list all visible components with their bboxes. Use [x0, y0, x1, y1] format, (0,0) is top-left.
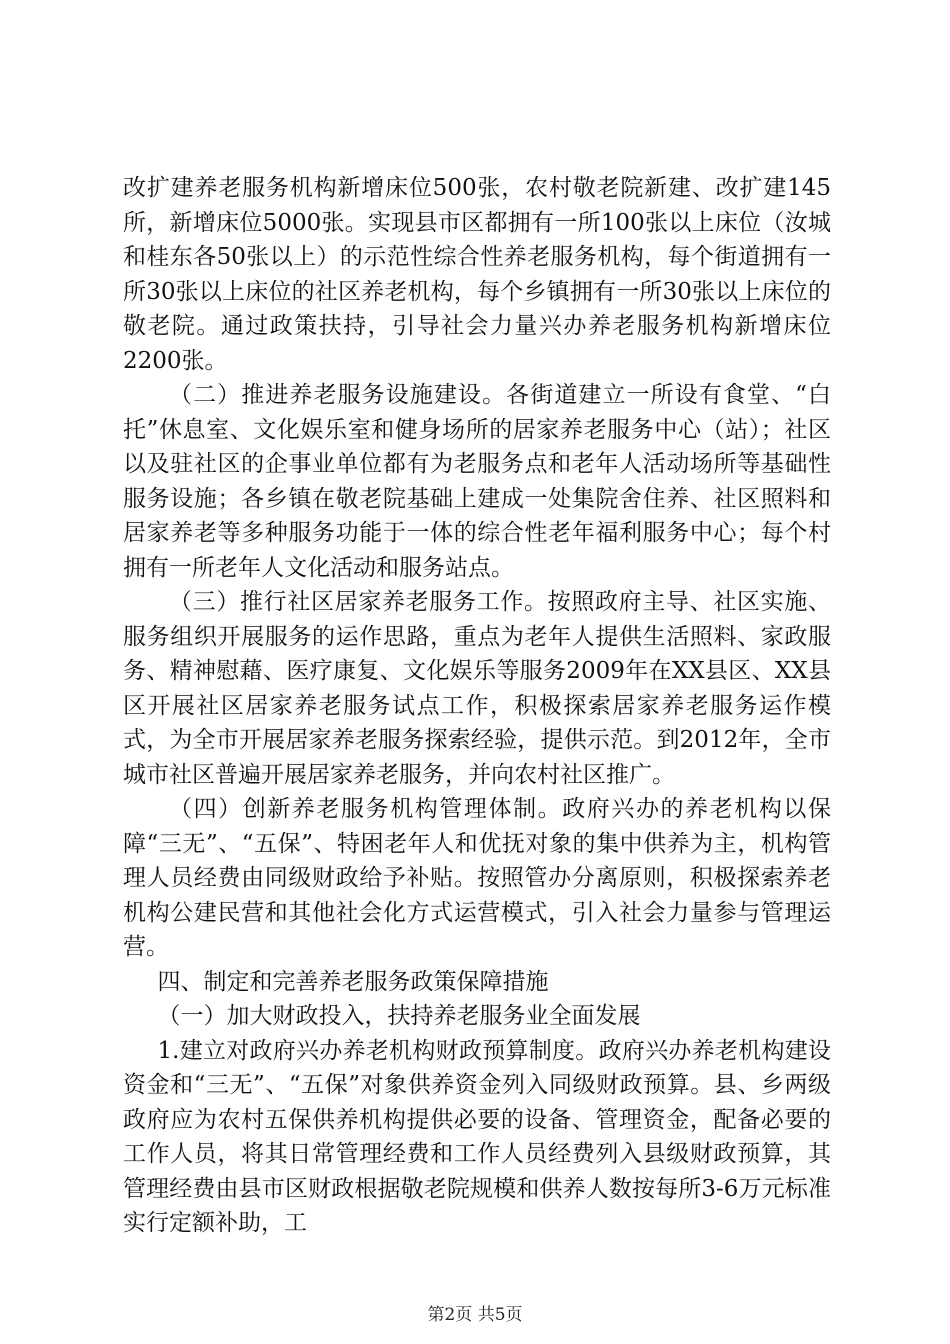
paragraph-item-1: 1.建立对政府兴办养老机构财政预算制度。政府兴办养老机构建设资金和“三无”、“五保”对象供养资金列入同级财政预算。县、乡两级政府应为农村五保供养机构提供必要的设备、管理资金，配备必要的工作人员，将其日常管理经费和工作人员经费列入县级财政预算，其管理经费由县市区财政根据敬老院规模和供养人数按每所3-6万元标准实行定额补助，工: [123, 1037, 831, 1236]
paragraph-section-2: （二）推进养老服务设施建设。各街道建立一所设有食堂、“白托”休息室、文化娱乐室和健身场所的居家养老服务中心（站）；社区以及驻社区的企事业单位都有为老服务点和老年人活动场所等基础性服务设施；各乡镇在敬老院基础上建成一处集院舍住养、社区照料和居家养老等多种服务功能于一体的综合性老年福利服务中心；每个村拥有一所老年人文化活动和服务站点。: [123, 382, 831, 581]
page-footer: [0, 1300, 950, 1325]
paragraph-section-3: （三）推行社区居家养老服务工作。按照政府主导、社区实施、服务组织开展服务的运作思路，重点为老年人提供生活照料、家政服务、精神慰藉、医疗康复、文化娱乐等服务2009年在XX县区、XX县区开展社区居家养老服务试点工作，积极探索居家养老服务运作模式，为全市开展居家养老服务探索经验，提供示范。到2012年，全市城市社区普遍开展居家养老服务，并向农村社区推广。: [123, 589, 831, 788]
heading-part-4: 四、制定和完善养老服务政策保障措施: [157, 968, 549, 995]
paragraph-section-4: （四）创新养老服务机构管理体制。政府兴办的养老机构以保障“三无”、“五保”、特困老年人和优抚对象的集中供养为主，机构管理人员经费由同级财政给予补贴。按照管办分离原则，积极探索养老机构公建民营和其他社会化方式运营模式，引入社会力量参与管理运营。: [123, 796, 831, 960]
paragraph-continued: 改扩建养老服务机构新增床位500张，农村敬老院新建、改扩建145所，新增床位5000张。实现县市区都拥有一所100张以上床位（汝城和桂东各50张以上）的示范性综合性养老服务机构，每个街道拥有一所30张以上床位的社区养老机构，每个乡镇拥有一所30张以上床位的敬老院。通过政策扶持，引导社会力量兴办养老服务机构新增床位2200张。: [123, 175, 831, 374]
heading-subsection-1: （一）加大财政投入，扶持养老服务业全面发展: [157, 1003, 641, 1029]
page-number-label: 第2页 共5页: [427, 1305, 523, 1325]
document-body: [123, 171, 831, 1241]
